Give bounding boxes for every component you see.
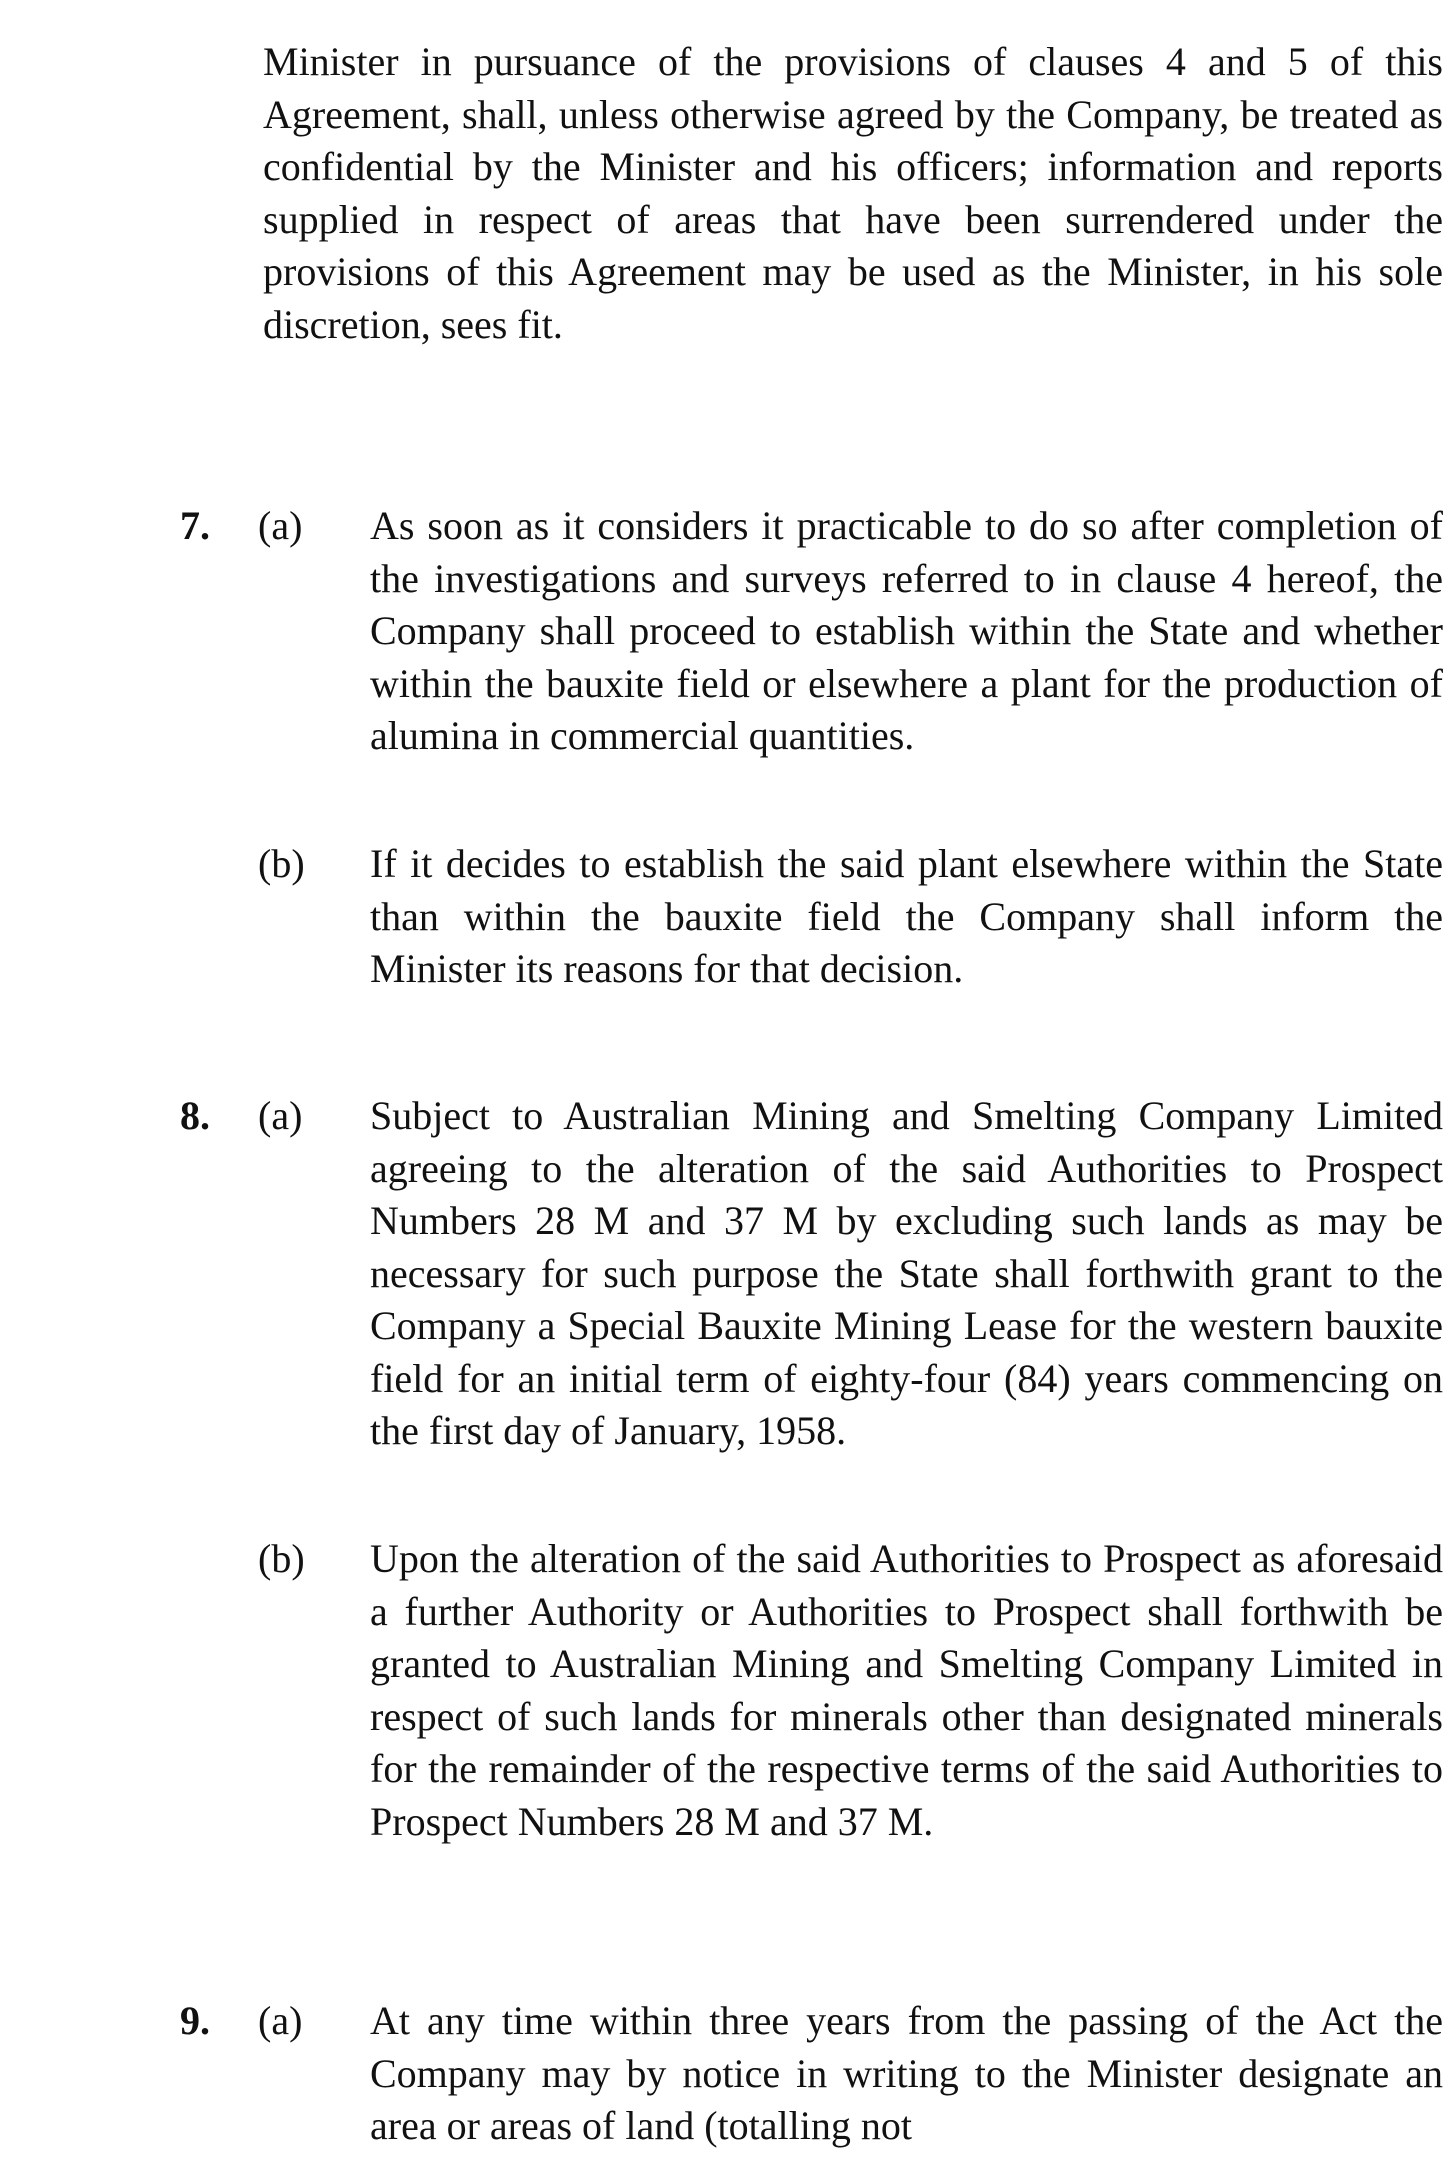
clause-number: 8. <box>180 1093 210 1138</box>
paragraph-label: (a) <box>258 1998 303 2043</box>
intro-paragraph: Minister in pursuance of the provisions of clauses 4 and 5 of this Agreement, shall, unless otherwise agreed by the Company, be treated as confidential by the Minister and his officers; information and reports supplied in respect of areas that have been surrendered under the provisions of this Agreement may be used as the Minister, in his sole discretion, sees fit. <box>263 39 1443 347</box>
paragraph-text: Subject to Australian Mining and Smelting Company Limited agreeing to the alteration of the said Authorities to Prospect Numbers 28 M and 37 M by excluding such lands as may be necessary for such purpose the State shall forthwith grant to the Company a Special Bauxite Mining Lease for the western bauxite field for an initial term of eighty-four (84) years commencing on the first day of January, 1958. <box>370 1093 1443 1453</box>
paragraph-label: (a) <box>258 503 303 548</box>
paragraph-label: (b) <box>258 841 305 886</box>
paragraph-text: Upon the alteration of the said Authorities to Prospect as aforesaid a further Authority or Authorities to Prospect shall forthwith be granted to Australian Mining and Smelting Company Limited in respect of such lands for minerals other than designated minerals for the remainder of the respective terms of the said Authorities to Prospect Numbers 28 M and 37 M. <box>370 1536 1443 1844</box>
clause-number: 7. <box>180 503 210 548</box>
clause-number: 9. <box>180 1998 210 2043</box>
paragraph-text: At any time within three years from the passing of the Act the Company may by notice in writing to the Minister designate an area or areas of land (totalling not <box>370 1998 1443 2148</box>
paragraph-label: (a) <box>258 1093 303 1138</box>
paragraph-text: If it decides to establish the said plant elsewhere within the State than within the bauxite field the Company shall inform the Minister its reasons for that decision. <box>370 841 1443 991</box>
paragraph-text: As soon as it considers it practicable to do so after completion of the investigations and surveys referred to in clause 4 hereof, the Company shall proceed to establish within the State and whether within the bauxite field or elsewhere a plant for the production of alumina in commercial quantities. <box>370 503 1443 758</box>
paragraph-label: (b) <box>258 1536 305 1581</box>
